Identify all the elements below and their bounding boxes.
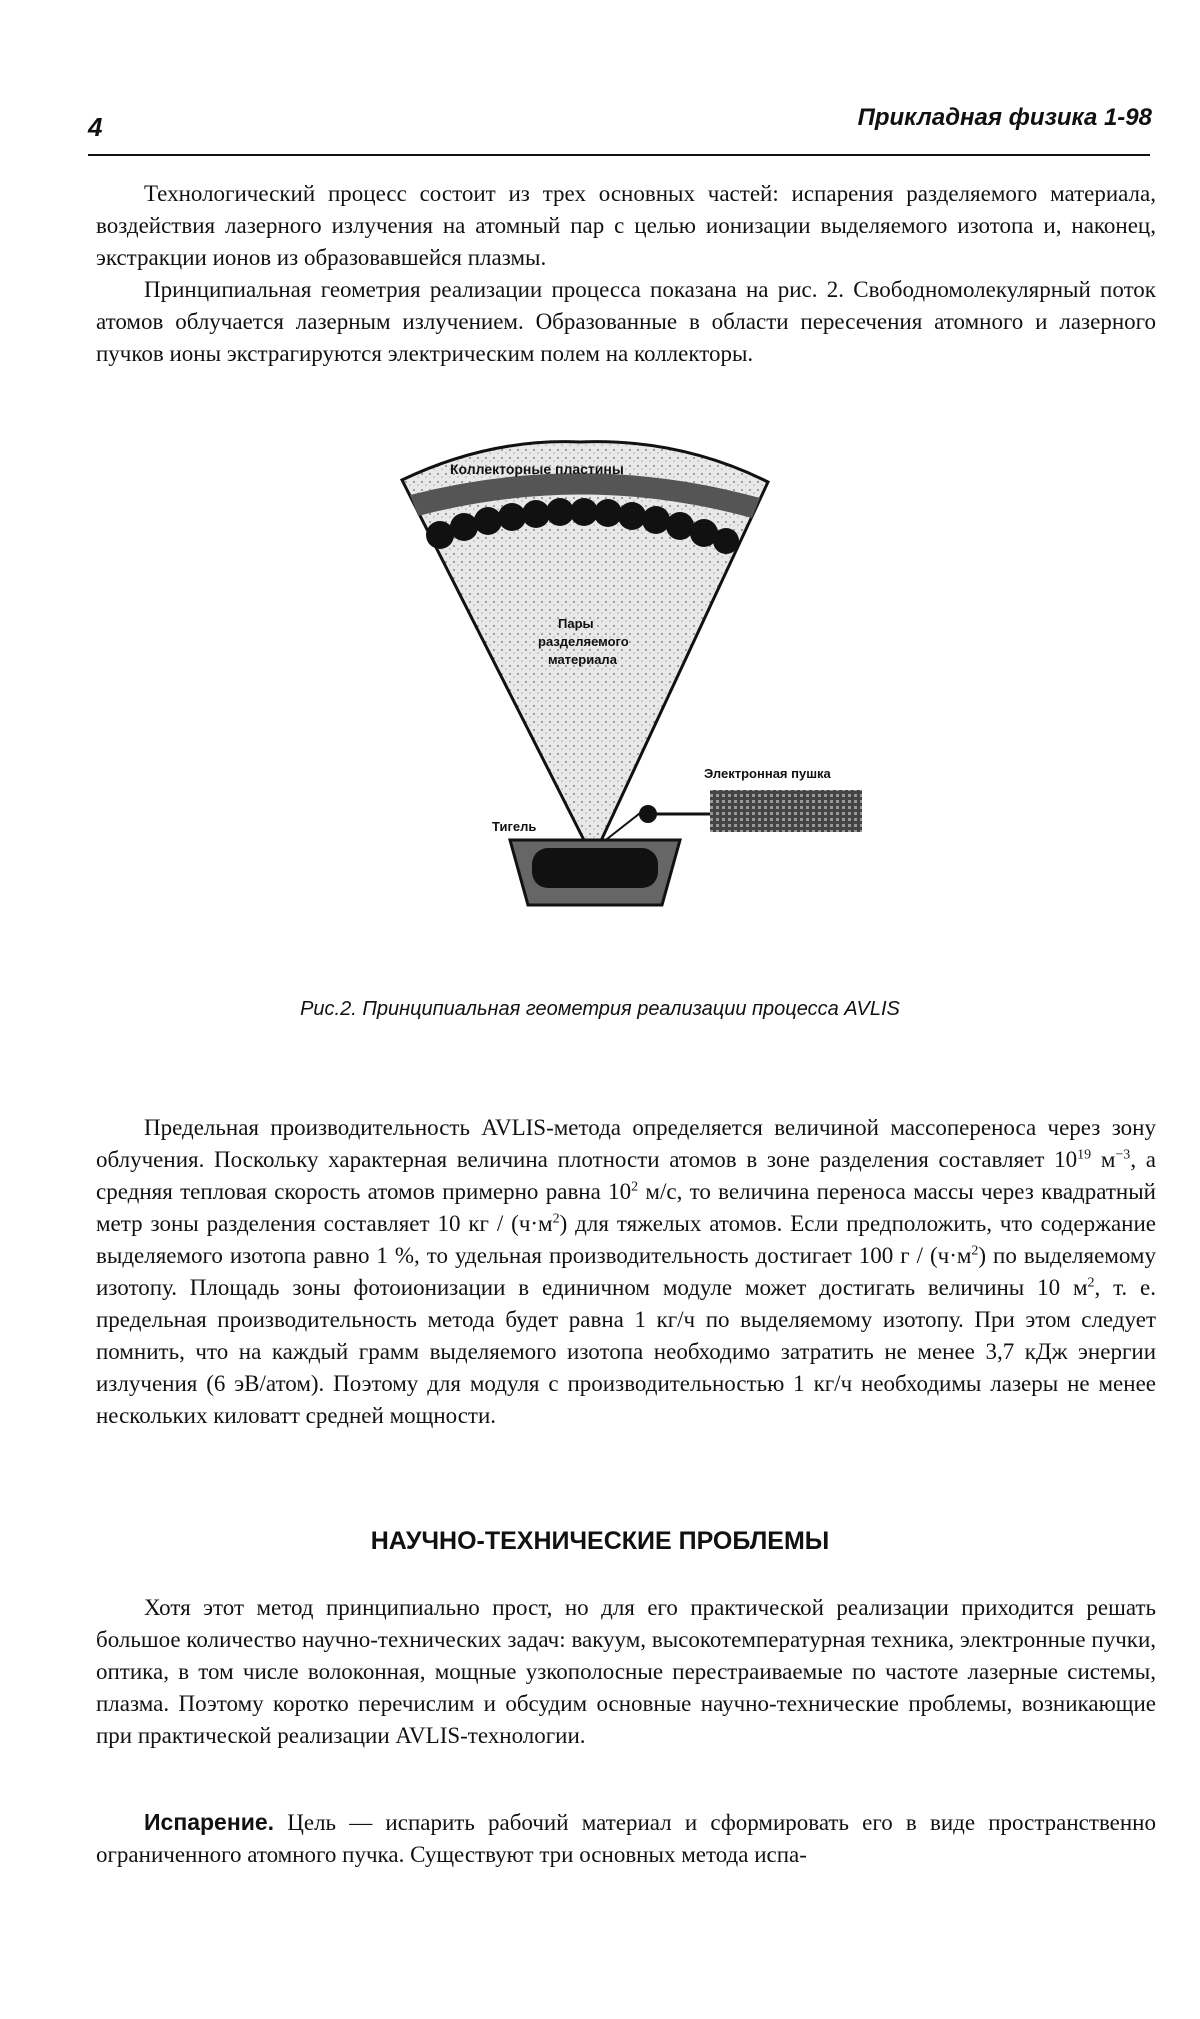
section-heading: НАУЧНО-ТЕХНИЧЕСКИЕ ПРОБЛЕМЫ [370, 1527, 830, 1555]
intro-text [96, 178, 1156, 370]
crucible-melt [532, 848, 658, 888]
intro-paragraph-2: Принципиальная геометрия реализации процесса показана на рис. 2. Свободномолекулярный поток атомов облучается лазерным излучением. Образованные в области пересечения атомного и лазерного пучков ионы экстрагируются электрическим полем на коллекторы. [96, 277, 1156, 366]
superscript: −3 [1115, 1147, 1131, 1163]
label-vapor-3: материала [548, 652, 617, 667]
superscript: 2 [552, 1211, 560, 1227]
avlis-diagram [380, 440, 900, 930]
text-fragment: , а средняя тепловая скорость атомов примерно равна 10 [96, 1147, 1156, 1204]
electron-gun-nozzle [639, 805, 657, 823]
evaporation-text [96, 1806, 1156, 1871]
problems-paragraph: Хотя этот метод принципиально прост, но для его практической реализации приходится решать большое количество научно-технических задач: вакуум, высокотемпературная техника, электронные пучки, оптика, в том числе волоконная, мощные узкополосные перестраиваемые по частоте лазерные системы, плазма. Поэтому коротко перечислим и обсудим основные научно-технические проблемы, возникающие при практической реализации AVLIS-технологии. [96, 1595, 1156, 1748]
text-fragment: м [1091, 1147, 1116, 1172]
header-rule [88, 154, 1150, 156]
superscript: 2 [1087, 1275, 1095, 1291]
productivity-paragraph [96, 1112, 1156, 1432]
figure-caption: Рис.2. Принципиальная геометрия реализации процесса AVLIS [300, 998, 900, 1020]
label-vapor-2: разделяемого [538, 634, 629, 649]
journal-title: Прикладная физика 1-98 [857, 104, 1152, 131]
superscript: 2 [631, 1179, 639, 1195]
text-fragment: м/с, то величина переноса массы через квадратный метр зоны разделения составляет 10 кг / (ч·м [96, 1179, 1156, 1236]
problems-text [96, 1592, 1156, 1752]
label-crucible: Тигель [492, 819, 537, 834]
text-fragment: Предельная производительность AVLIS-метода определяется величиной массопереноса через зону облучения. Поскольку характерная величина плотности атомов в зоне разделения составляет 10 [96, 1115, 1156, 1172]
page-number: 4 [88, 112, 103, 142]
evaporation-lead: Испарение. [144, 1809, 275, 1835]
text-fragment: , т. е. предельная производительность метода будет равна 1 кг/ч по выделяемому изотопу. При этом следует помнить, что на каждый грамм выделяемого изотопа необходимо затратить не менее 3,7 кДж энергии излучения (6 эВ/атом). Поэтому для модуля с производительностью 1 кг/ч необходимы лазеры не менее нескольких киловатт средней мощности. [96, 1275, 1156, 1428]
text-fragment: ) по выделяемому изотопу. Площадь зоны фотоионизации в единичном модуле может достигать величины 10 м [96, 1243, 1156, 1300]
superscript: 2 [971, 1243, 979, 1259]
evaporation-body: Цель — испарить рабочий материал и сформировать его в виде пространственно ограниченного атомного пучка. Существуют три основных метода испа- [96, 1810, 1156, 1867]
productivity-text [96, 1112, 1156, 1432]
figure-avlis-geometry [380, 440, 900, 930]
label-vapor-1: Пары [558, 616, 594, 631]
label-collectors: Коллекторные пластины [450, 461, 624, 477]
label-electron-gun: Электронная пушка [704, 766, 831, 781]
superscript: 19 [1077, 1147, 1092, 1163]
electron-gun-body [710, 790, 862, 832]
evaporation-paragraph [96, 1806, 1156, 1871]
intro-paragraph-1: Технологический процесс состоит из трех основных частей: испарения разделяемого материала, воздействия лазерного излучения на атомный пар с целью ионизации выделяемого изотопа и, наконец, экстракции ионов из образовавшейся плазмы. [96, 181, 1156, 270]
text-fragment: ) для тяжелых атомов. Если предположить, что содержание выделяемого изотопа равно 1 %, то удельная производительность достигает 100 г / (ч·м [96, 1211, 1157, 1268]
